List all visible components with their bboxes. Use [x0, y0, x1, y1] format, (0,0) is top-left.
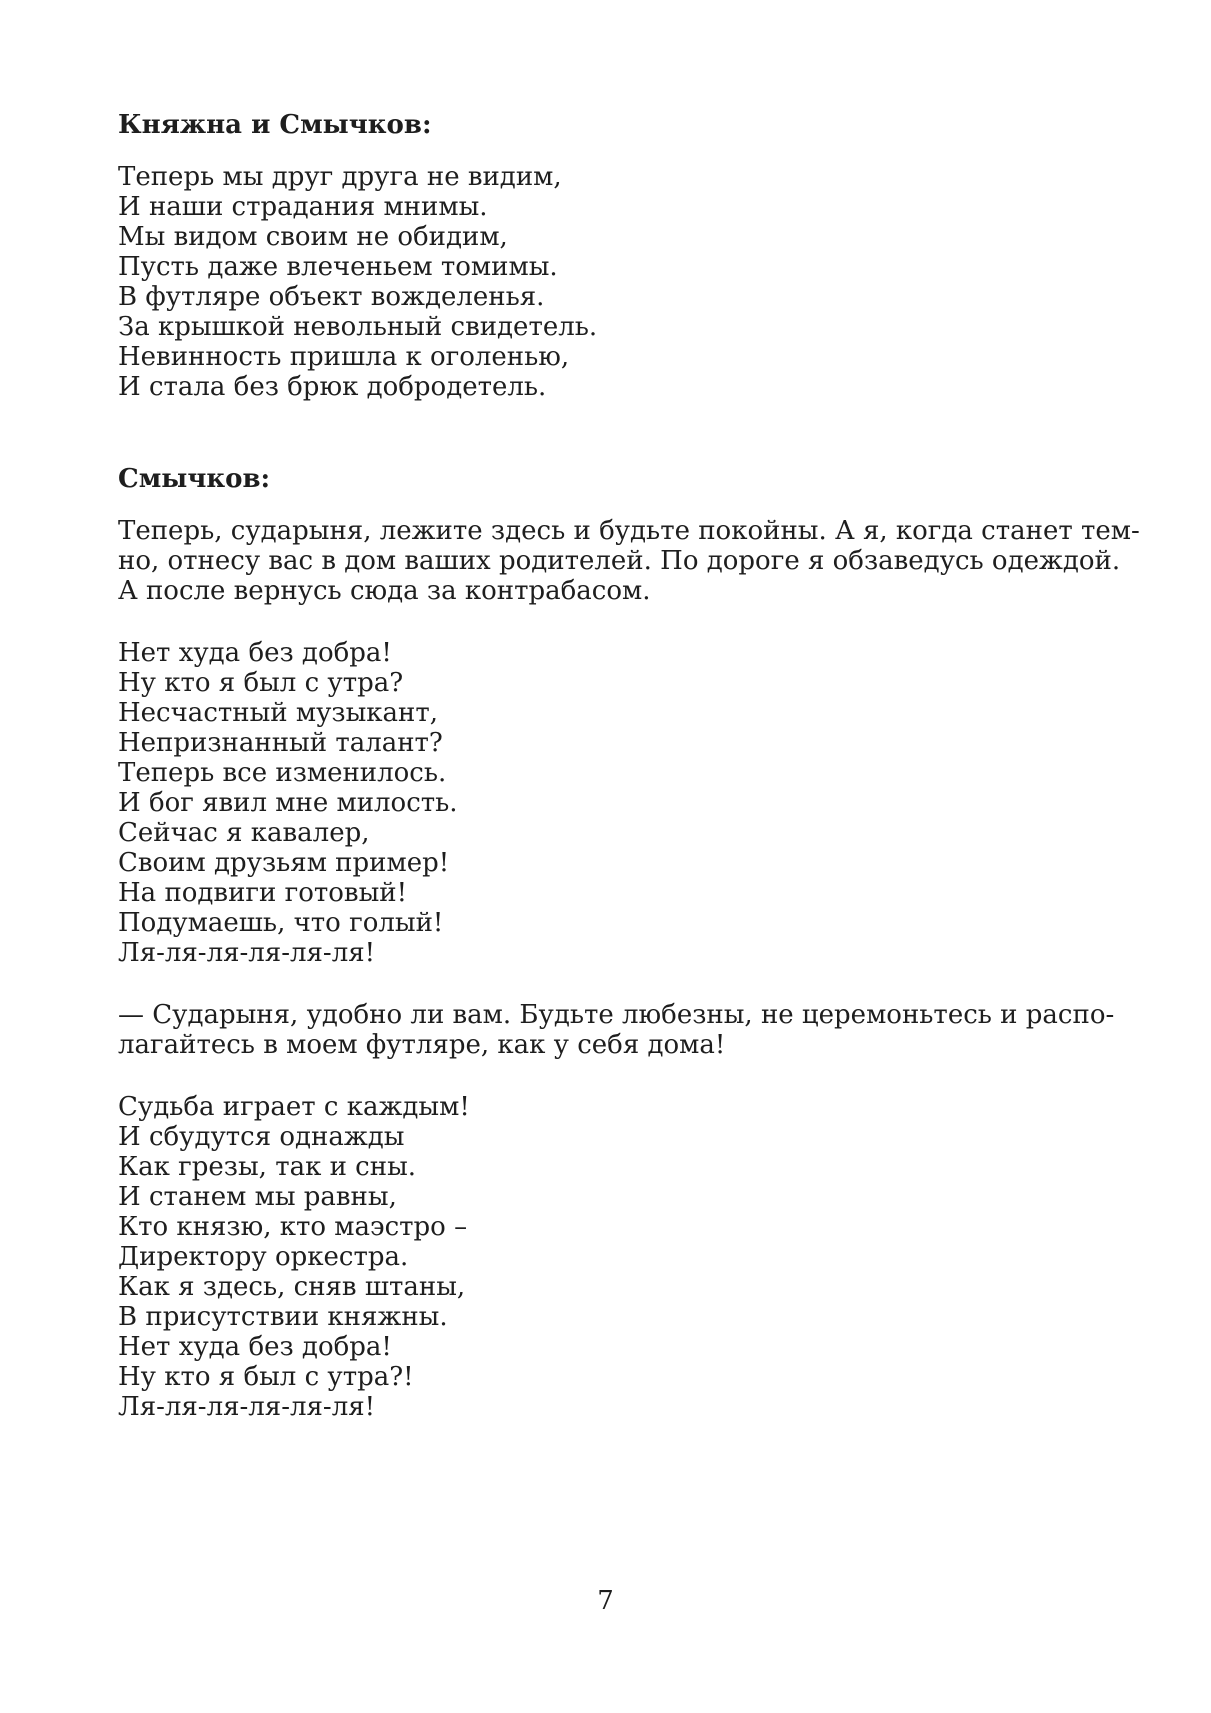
text-line: Судьба играет с каждым! [118, 1092, 470, 1122]
text-line: Нет худа без добра! [118, 1332, 392, 1362]
text-line: И стала без брюк добродетель. [118, 372, 547, 402]
text-line: Как грезы, так и сны. [118, 1152, 417, 1182]
prose-block [118, 516, 1140, 606]
text-line: И сбудутся однажды [118, 1122, 405, 1152]
speaker-heading [118, 110, 1093, 140]
text-line: Несчастный музыкант, [118, 698, 438, 728]
text-line: Своим друзьям пример! [118, 848, 450, 878]
text-line: Непризнанный талант? [118, 728, 443, 758]
text-line: Теперь мы друг друга не видим, [118, 162, 562, 192]
text-line: Директору оркестра. [118, 1242, 409, 1272]
text-line: И бог явил мне милость. [118, 788, 458, 818]
text-line: Ля-ля-ля-ля-ля-ля! [118, 938, 376, 968]
stanza-block [118, 162, 1093, 402]
text-line: Теперь все изменилось. [118, 758, 447, 788]
text-line: Подумаешь, что голый! [118, 908, 444, 938]
text-line: А после вернусь сюда за контрабасом. [118, 576, 651, 606]
text-line: Княжна и Смычков: [118, 110, 432, 140]
text-line: И станем мы равны, [118, 1182, 397, 1212]
text-line: И наши страдания мнимы. [118, 192, 488, 222]
text-line: Ну кто я был с утра?! [118, 1362, 414, 1392]
text-line: Смычков: [118, 464, 271, 494]
text-line: Ля-ля-ля-ля-ля-ля! [118, 1392, 376, 1422]
page-number: 7 [597, 1586, 614, 1616]
text-line: Нет худа без добра! [118, 638, 392, 668]
speaker-heading [118, 464, 1093, 494]
text-line: Сейчас я кавалер, [118, 818, 370, 848]
text-line: лагайтесь в моем футляре, как у себя дома! [118, 1030, 726, 1060]
stanza-block [118, 1092, 1093, 1422]
text-line: Как я здесь, сняв штаны, [118, 1272, 466, 1302]
text-line: Пусть даже влеченьем томимы. [118, 252, 558, 282]
dialogue-block [118, 1000, 1115, 1060]
text-line: На подвиги готовый! [118, 878, 408, 908]
text-line: За крышкой невольный свидетель. [118, 312, 598, 342]
text-line: — Сударыня, удобно ли вам. Будьте любезны, не церемоньтесь и распо- [118, 1000, 1115, 1030]
text-line: Мы видом своим не обидим, [118, 222, 508, 252]
stanza-block [118, 638, 1093, 968]
text-line: В футляре объект вожделенья. [118, 282, 545, 312]
text-line: Теперь, сударыня, лежите здесь и будьте покойны. А я, когда станет тем- [118, 516, 1140, 546]
text-line: но, отнесу вас в дом ваших родителей. По дороге я обзаведусь одеждой. [118, 546, 1121, 576]
text-line: Кто князю, кто маэстро – [118, 1212, 468, 1242]
text-line: Невинность пришла к оголенью, [118, 342, 570, 372]
text-line: В присутствии княжны. [118, 1302, 448, 1332]
text-line: Ну кто я был с утра? [118, 668, 404, 698]
